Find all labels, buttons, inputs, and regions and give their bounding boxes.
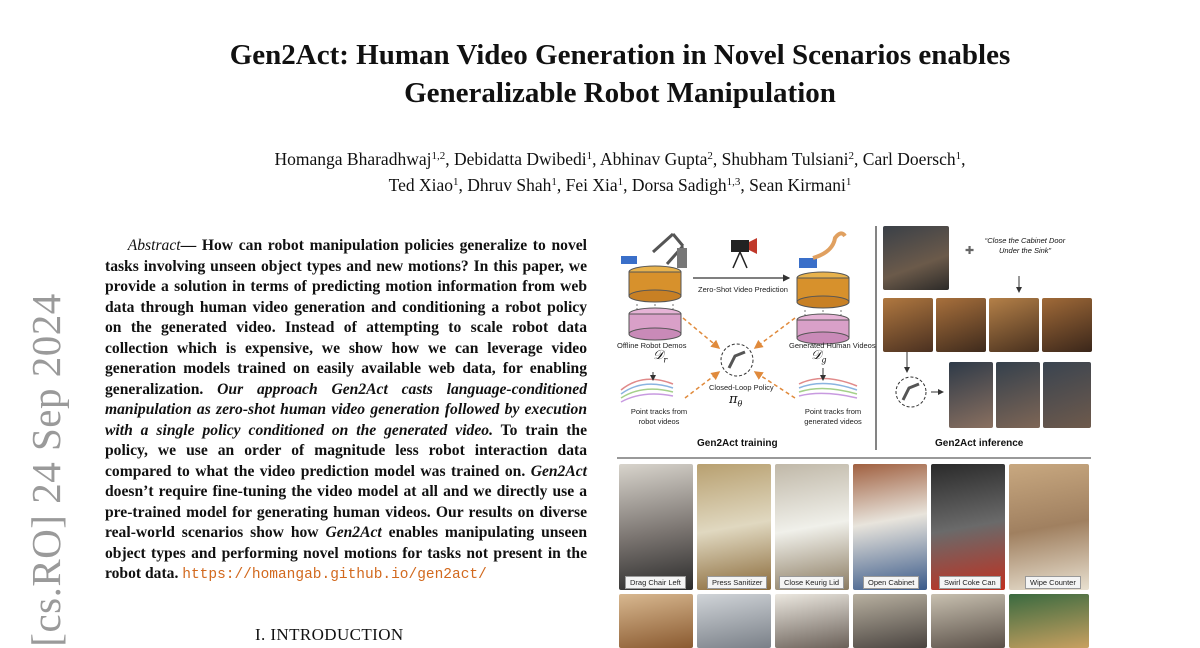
author-line-2: Ted Xiao$^1$, Dhruv Shah$^1$, Fei Xia$^1$, Dorsa Sadigh$^{1,3}$, Sean Kirmani$^1$ xyxy=(388,175,852,195)
task-image xyxy=(619,594,693,648)
abstract: Abstract— How can robot manipulation policies generalize to novel tasks involving unseen object types and new motions? In this paper, we provide a solution in terms of predicting motion information from web data through human video generation and conditioning a robot policy on the generated video. Instead of attempting to scale robot data collection which is expensive, we show how we can leverage video generation models trained on easily available web data, for enabling generalization. Our approach Gen2Act casts language-conditioned manipulation as zero-shot human video generation followed by execution with a single policy conditioned on the generated video. To train the policy, we use an order of magnitude less robot interaction data compared to what the video prediction model was trained on. Gen2Act doesn’t require fine-tuning the video model at all and we directly use a pre-trained model for generating human videos. Our results on diverse real-world scenarios show how Gen2Act enables manipulating unseen object types and performing novel motions for tasks not present in the robot data. https://homangab.github.io/gen2act/ xyxy=(105,237,588,583)
task-image-wipe-counter xyxy=(1009,464,1089,590)
tracks-robot-label: Point tracks from robot videos xyxy=(630,407,688,426)
section-heading: I. INTRODUCTION xyxy=(255,625,404,644)
inference-policy-icon xyxy=(896,377,926,407)
abstract-approach: Our approach Gen2Act casts language-conditioned manipulation as zero-shot human video generation followed by execution with a single policy conditioned on the generated video. xyxy=(105,380,587,439)
author: Debidatta Dwibedi$^1$ xyxy=(453,149,593,169)
method-name: Gen2Act xyxy=(530,462,587,480)
zero-shot-label: Zero-Shot Video Prediction xyxy=(698,285,788,294)
task-label: Close Keurig Lid xyxy=(779,576,844,589)
tracks-generated-label: Point tracks from generated videos xyxy=(804,407,862,426)
author-list xyxy=(120,146,1120,198)
task-label: Wipe Counter xyxy=(1025,576,1081,589)
task-image xyxy=(697,594,771,648)
author: Shubham Tulsiani$^2$ xyxy=(721,149,855,169)
title-line-1: Gen2Act: Human Video Generation in Novel Scenarios enables xyxy=(229,39,1011,71)
robot-arm-icon xyxy=(653,234,687,268)
author: Abhinav Gupta$^2$ xyxy=(599,149,713,169)
instruction-text: “Close the Cabinet Door Under the Sink” xyxy=(984,236,1066,255)
task-image-swirl-coke xyxy=(931,464,1005,590)
teaser-figure xyxy=(613,222,1095,648)
robot-demos-database-icon xyxy=(629,266,681,340)
dataset-robot-symbol: 𝒟$_r$ xyxy=(653,348,668,365)
task-image xyxy=(931,594,1005,648)
camera-icon xyxy=(731,238,757,268)
generated-frame-image xyxy=(883,298,933,352)
generated-frame-image xyxy=(989,298,1039,352)
author: Dhruv Shah$^1$ xyxy=(467,175,557,195)
author: Carl Doersch$^1$ xyxy=(862,149,962,169)
policy-robot-icon xyxy=(721,344,753,376)
author: Homanga Bharadhwaj$^{1,2}$ xyxy=(274,149,446,169)
offline-demos-label: Offline Robot Demos xyxy=(617,341,687,350)
abstract-text-2: To train the policy, we use an order of magnitude less robot interaction data compared to what the video prediction model was trained on. xyxy=(105,421,587,480)
task-image-close-keurig xyxy=(775,464,849,590)
abstract-text-1: How can robot manipulation policies generalize to novel tasks involving unseen object types and new motions? In this paper, we provide a solution in terms of predicting motion information from web data through human video generation and conditioning a robot policy on the generated video. Instead of attempting to scale robot data collection which is expensive, we show how we can leverage video generation models trained on easily available web data, for enabling generalization. xyxy=(105,237,587,398)
generated-frame-image xyxy=(1042,298,1092,352)
abstract-text-4: enables manipulating unseen object types and performing novel motions for tasks not present in the robot data. xyxy=(105,524,588,582)
author: Dorsa Sadigh$^{1,3}$ xyxy=(631,175,741,195)
task-image-drag-chair xyxy=(619,464,693,590)
author: Sean Kirmani$^1$ xyxy=(749,175,852,195)
kitchen-scene-image xyxy=(883,226,949,290)
task-label: Swirl Coke Can xyxy=(939,576,1001,589)
paper-title xyxy=(120,36,1120,112)
abstract-label: Abstract xyxy=(127,237,181,254)
task-label: Drag Chair Left xyxy=(625,576,686,589)
author: Ted Xiao$^1$ xyxy=(388,175,459,195)
robot-execution-frame xyxy=(949,362,993,428)
author-line-1: Homanga Bharadhwaj$^{1,2}$, Debidatta Dwibedi$^1$, Abhinav Gupta$^2$, Shubham Tulsiani$^2$, Carl Doersch$^1$, xyxy=(274,149,966,169)
title-line-2: Generalizable Robot Manipulation xyxy=(404,77,836,109)
project-link[interactable]: https://homangab.github.io/gen2act/ xyxy=(182,567,487,583)
policy-label: Closed-Loop Policy xyxy=(709,383,774,392)
abstract-text-3: doesn’t require fine-tuning the video model at all and we directly use a pre-trained model for generating human videos. Our results on diverse real-world scenarios show how xyxy=(105,483,587,541)
task-label: Open Cabinet xyxy=(863,576,919,589)
point-tracks-generated xyxy=(799,378,857,398)
training-caption: Gen2Act training xyxy=(697,438,778,449)
inference-caption: Gen2Act inference xyxy=(935,438,1024,449)
task-label: Press Sanitizer xyxy=(707,576,767,589)
task-image xyxy=(775,594,849,648)
generated-frame-image xyxy=(936,298,986,352)
arxiv-stamp: [cs.RO] 24 Sep 2024 xyxy=(23,293,69,647)
policy-symbol: $\pi_\theta$ xyxy=(729,392,743,409)
plus-icon: ✚ xyxy=(965,245,975,257)
robot-execution-frame xyxy=(996,362,1040,428)
task-image xyxy=(1009,594,1089,648)
task-image-press-sanitizer xyxy=(697,464,771,590)
dataset-generated-symbol: 𝒟$_g$ xyxy=(811,348,827,365)
author: Fei Xia$^1$ xyxy=(565,175,624,195)
task-image-open-cabinet xyxy=(853,464,927,590)
task-image xyxy=(853,594,927,648)
generated-videos-database-icon xyxy=(797,233,849,344)
blue-object xyxy=(621,256,637,264)
point-tracks-robot xyxy=(621,379,673,402)
method-name: Gen2Act xyxy=(325,524,382,541)
generated-videos-label: Generated Human Videos xyxy=(789,341,876,350)
robot-execution-frame xyxy=(1043,362,1091,428)
